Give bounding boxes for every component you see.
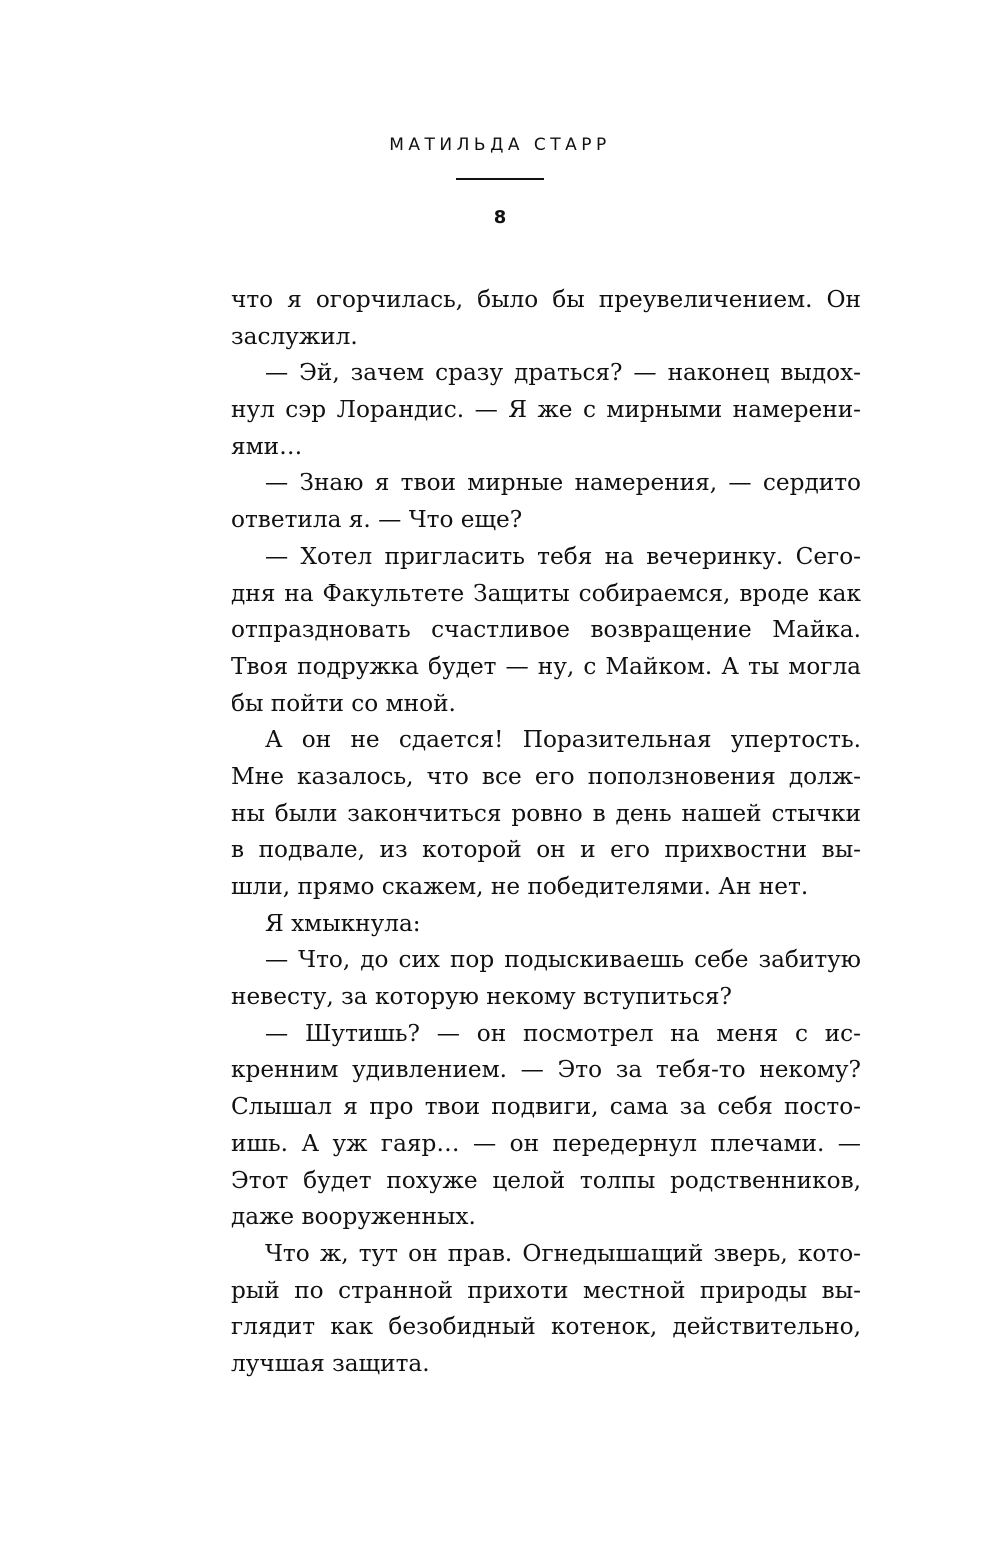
text-line: что я огорчилась, было бы преувеличением. Он xyxy=(231,286,861,313)
text-line: глядит как безобидный котенок, действительно, xyxy=(231,1313,861,1341)
body-text xyxy=(231,282,861,1383)
text-line: в подвале, из которой он и его прихвостни вы- xyxy=(231,836,861,864)
page-number: 8 xyxy=(493,207,507,228)
text-line: ями… xyxy=(231,432,303,460)
text-line: ны были закончиться ровно в день нашей стычки xyxy=(231,799,861,827)
text-line: отпраздновать счастливое возвращение Майка. xyxy=(231,616,861,644)
text-line: бы пойти со мной. xyxy=(231,689,456,717)
text-line: даже вооруженных. xyxy=(231,1203,476,1231)
header-rule xyxy=(456,178,544,180)
text-line: Что ж, тут он прав. Огнедышащий зверь, кото- xyxy=(265,1239,861,1267)
text-line: — Шутишь? — он посмотрел на меня с ис- xyxy=(265,1019,861,1047)
text-line: Мне казалось, что все его поползновения долж- xyxy=(231,762,861,790)
text-line: — Знаю я твои мирные намерения, — сердито xyxy=(265,469,861,497)
text-line: Твоя подружка будет — ну, с Майком. А ты могла xyxy=(231,652,861,680)
text-line: рый по странной прихоти местной природы вы- xyxy=(231,1276,861,1304)
text-line: невесту, за которую некому вступиться? xyxy=(231,983,732,1011)
text-line: дня на Факультете Защиты собираемся, вроде как xyxy=(231,579,861,607)
text-line: Слышал я про твои подвиги, сама за себя посто- xyxy=(231,1093,861,1121)
text-line: заслужил. xyxy=(231,322,358,350)
text-line: Я хмыкнула: xyxy=(265,909,421,937)
text-line: лучшая защита. xyxy=(231,1349,430,1377)
running-head-author: МАТИЛЬДА СТАРР xyxy=(389,135,611,155)
text-line: — Хотел пригласить тебя на вечеринку. Сего- xyxy=(265,542,861,570)
text-line: ответила я. — Что еще? xyxy=(231,506,523,534)
text-line: нул сэр Лорандис. — Я же с мирными намерени- xyxy=(231,396,861,424)
text-line: — Эй, зачем сразу драться? — наконец выдох- xyxy=(265,359,861,387)
text-line: А он не сдается! Поразительная упертость. xyxy=(265,726,861,754)
text-line: ишь. А уж гаяр… — он передернул плечами. — xyxy=(231,1129,861,1157)
text-line: кренним удивлением. — Это за тебя-то некому? xyxy=(231,1056,861,1084)
text-line: — Что, до сих пор подыскиваешь себе забитую xyxy=(265,946,861,974)
text-line: шли, прямо скажем, не победителями. Ан нет. xyxy=(231,873,809,900)
text-line: Этот будет похуже целой толпы родственников, xyxy=(231,1166,861,1194)
